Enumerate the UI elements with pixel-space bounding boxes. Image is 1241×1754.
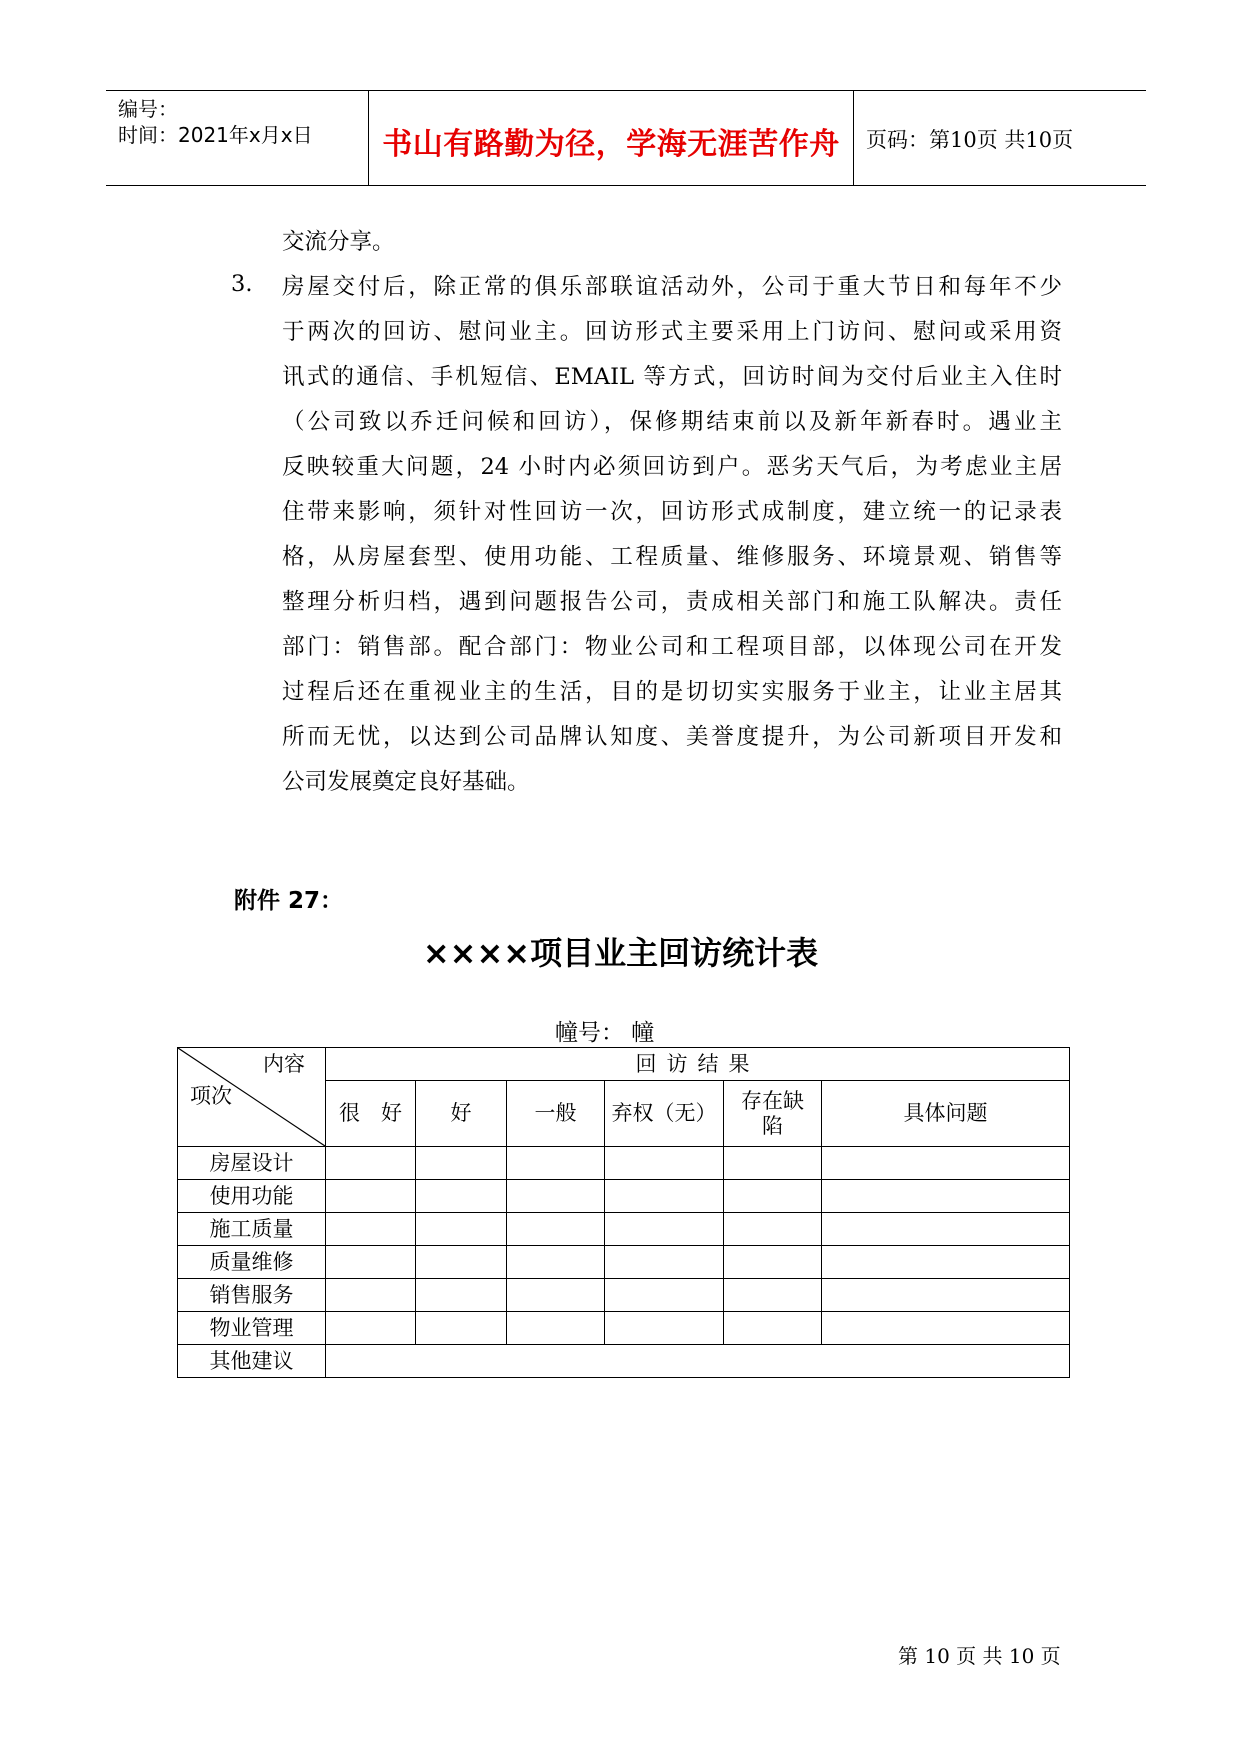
empty-cell[interactable] <box>326 1213 416 1246</box>
header-page-info: 页码：第10页 共10页 <box>866 128 1074 152</box>
survey-table <box>177 1047 1070 1378</box>
result-header: 回访结果 <box>326 1048 1070 1081</box>
empty-cell[interactable] <box>326 1312 416 1345</box>
paragraph-line: 于两次的回访、慰问业主。回访形式主要采用上门访问、慰问或采用资 <box>282 319 1062 345</box>
table-row <box>178 1246 1070 1279</box>
row-label: 施工质量 <box>178 1213 326 1246</box>
empty-cell[interactable] <box>822 1246 1070 1279</box>
empty-cell[interactable] <box>605 1147 724 1180</box>
item-paragraph <box>282 265 1062 805</box>
empty-cell[interactable] <box>724 1312 822 1345</box>
building-number-label: 幢号： 幢 <box>555 1020 655 1046</box>
table-body <box>178 1147 1070 1378</box>
paragraph-line: 所而无忧，以达到公司品牌认知度、美誉度提升，为公司新项目开发和 <box>282 724 1062 750</box>
header-right-cell <box>854 91 1146 185</box>
empty-cell[interactable] <box>416 1279 507 1312</box>
paragraph-line: 整理分析归档，遇到问题报告公司，责成相关部门和施工队解决。责任 <box>282 589 1062 615</box>
empty-cell[interactable] <box>605 1279 724 1312</box>
row-label: 其他建议 <box>178 1345 326 1378</box>
empty-cell[interactable] <box>326 1279 416 1312</box>
empty-cell[interactable] <box>605 1312 724 1345</box>
column-header: 存在缺陷 <box>724 1081 822 1147</box>
table-row <box>178 1345 1070 1378</box>
time-label: 时间：2021年x月x日 <box>118 123 313 147</box>
empty-cell[interactable] <box>326 1180 416 1213</box>
column-header: 一般 <box>507 1081 605 1147</box>
empty-cell[interactable] <box>822 1180 1070 1213</box>
empty-cell[interactable] <box>724 1180 822 1213</box>
continuation-text <box>282 220 1062 265</box>
empty-cell[interactable] <box>822 1213 1070 1246</box>
empty-cell[interactable] <box>605 1246 724 1279</box>
empty-cell[interactable] <box>416 1312 507 1345</box>
row-label: 物业管理 <box>178 1312 326 1345</box>
empty-cell[interactable] <box>724 1147 822 1180</box>
empty-cell[interactable] <box>724 1279 822 1312</box>
paragraph-line: 反映较重大问题，24 小时内必须回访到户。恶劣天气后，为考虑业主居 <box>282 454 1062 480</box>
row-label: 房屋设计 <box>178 1147 326 1180</box>
paragraph-line: 房屋交付后，除正常的俱乐部联谊活动外，公司于重大节日和每年不少 <box>282 274 1062 300</box>
corner-cell <box>178 1048 326 1147</box>
empty-cell[interactable] <box>507 1246 605 1279</box>
suggestion-cell[interactable] <box>326 1345 1070 1378</box>
corner-top-label: 内容 <box>263 1052 305 1076</box>
empty-cell[interactable] <box>326 1147 416 1180</box>
empty-cell[interactable] <box>416 1180 507 1213</box>
empty-cell[interactable] <box>822 1312 1070 1345</box>
paragraph-line: 过程后还在重视业主的生活，目的是切切实实服务于业主，让业主居其 <box>282 679 1062 705</box>
empty-cell[interactable] <box>507 1213 605 1246</box>
page-footer: 第 10 页 共 10 页 <box>898 1644 1061 1668</box>
paragraph-line: 住带来影响，须针对性回访一次，回访形式成制度，建立统一的记录表 <box>282 499 1062 525</box>
paragraph-line: 公司发展奠定良好基础。 <box>282 769 530 795</box>
empty-cell[interactable] <box>416 1213 507 1246</box>
empty-cell[interactable] <box>507 1279 605 1312</box>
paragraph-line: 格，从房屋套型、使用功能、工程质量、维修服务、环境景观、销售等 <box>282 544 1062 570</box>
column-header: 很 好 <box>326 1081 416 1147</box>
paragraph-line: 讯式的通信、手机短信、EMAIL 等方式，回访时间为交付后业主入住时 <box>282 364 1062 390</box>
empty-cell[interactable] <box>416 1147 507 1180</box>
empty-cell[interactable] <box>822 1279 1070 1312</box>
empty-cell[interactable] <box>416 1246 507 1279</box>
item-number: 3. <box>231 271 253 297</box>
corner-bottom-label: 项次 <box>190 1084 232 1108</box>
empty-cell[interactable] <box>507 1312 605 1345</box>
table-row <box>178 1312 1070 1345</box>
column-header: 弃权（无） <box>605 1081 724 1147</box>
continuation-line: 交流分享。 <box>282 229 395 255</box>
row-label: 使用功能 <box>178 1180 326 1213</box>
table-row <box>178 1180 1070 1213</box>
table-row <box>178 1279 1070 1312</box>
row-label: 质量维修 <box>178 1246 326 1279</box>
empty-cell[interactable] <box>724 1213 822 1246</box>
empty-cell[interactable] <box>605 1213 724 1246</box>
table-row <box>178 1213 1070 1246</box>
form-title: ××××项目业主回访统计表 <box>422 934 819 972</box>
page-header <box>106 90 1146 186</box>
empty-cell[interactable] <box>724 1246 822 1279</box>
column-header: 具体问题 <box>822 1081 1070 1147</box>
column-header: 好 <box>416 1081 507 1147</box>
table-row <box>178 1147 1070 1180</box>
table-header-row <box>178 1048 1070 1081</box>
motto: 书山有路勤为径，学海无涯苦作舟 <box>382 127 840 162</box>
attachment-label: 附件 27： <box>234 888 344 914</box>
row-label: 销售服务 <box>178 1279 326 1312</box>
empty-cell[interactable] <box>507 1180 605 1213</box>
header-motto-cell <box>368 91 854 185</box>
header-left-cell <box>106 91 368 185</box>
empty-cell[interactable] <box>822 1147 1070 1180</box>
paragraph-line: （公司致以乔迁问候和回访），保修期结束前以及新年新春时。遇业主 <box>282 409 1062 435</box>
number-label: 编号： <box>118 97 178 121</box>
empty-cell[interactable] <box>605 1180 724 1213</box>
empty-cell[interactable] <box>326 1246 416 1279</box>
empty-cell[interactable] <box>507 1147 605 1180</box>
paragraph-line: 部门：销售部。配合部门：物业公司和工程项目部，以体现公司在开发 <box>282 634 1062 660</box>
